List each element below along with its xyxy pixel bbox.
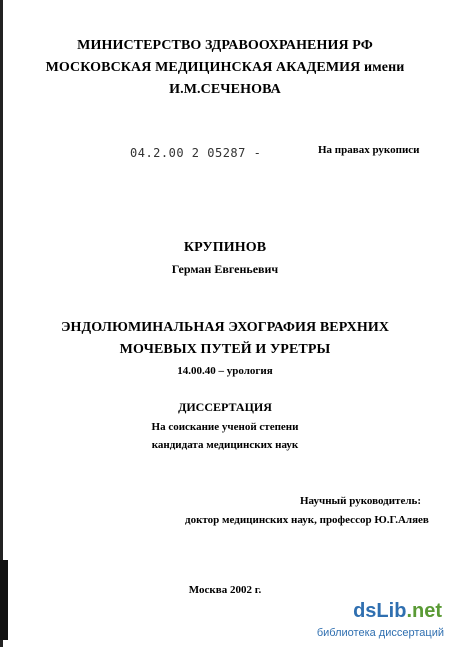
logo-main: dsLib (353, 600, 407, 622)
specialty-code: 14.00.40 – урология (177, 365, 273, 377)
logo-tld: .net (406, 600, 442, 622)
author-surname: КРУПИНОВ (183, 240, 267, 255)
archive-stamp: 04.2.00 2 05287 - (130, 146, 262, 160)
dslib-subtitle: библиотека диссертаций (316, 627, 444, 639)
ministry-line: МИНИСТЕРСТВО ЗДРАВООХРАНЕНИЯ РФ (77, 38, 373, 53)
dissertation-heading: ДИССЕРТАЦИЯ (178, 400, 272, 414)
manuscript-note: На правах рукописи (318, 144, 420, 156)
dslib-logo (353, 600, 442, 623)
supervisor-name: доктор медицинских наук, профессор Ю.Г.Аляев (185, 514, 429, 526)
title-line-2: МОЧЕВЫХ ПУТЕЙ И УРЕТРЫ (119, 342, 331, 357)
academy-name-line: И.М.СЕЧЕНОВА (169, 82, 281, 97)
title-line-1: ЭНДОЛЮМИНАЛЬНАЯ ЭХОГРАФИЯ ВЕРХНИХ (60, 320, 390, 335)
degree-line-1: На соискание ученой степени (151, 421, 299, 433)
author-given-name: Герман Евгеньевич (171, 262, 279, 276)
academy-line: МОСКОВСКАЯ МЕДИЦИНСКАЯ АКАДЕМИЯ имени (45, 60, 405, 75)
city-year: Москва 2002 г. (188, 584, 262, 596)
degree-line-2: кандидата медицинских наук (151, 439, 299, 451)
supervisor-label: Научный руководитель: (300, 495, 421, 507)
scan-edge-mark (0, 560, 8, 640)
